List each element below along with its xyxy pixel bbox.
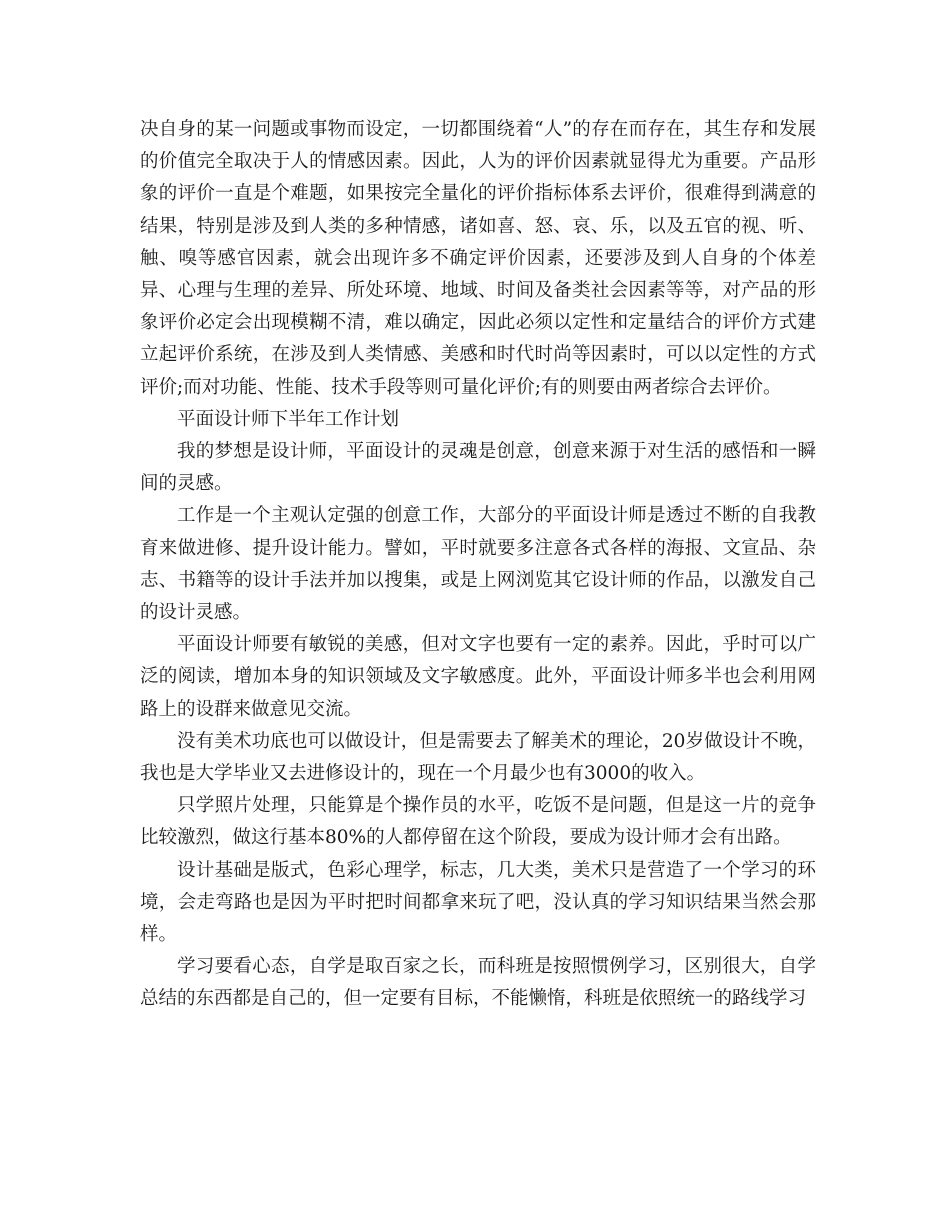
paragraph: 设计基础是版式，色彩心理学，标志，几大类，美术只是营造了一个学习的环境，会走弯路也是因为平时把时间都拿来玩了吧，没认真的学习知识结果当然会那样。 <box>140 859 816 946</box>
paragraph: 工作是一个主观认定强的创意工作，大部分的平面设计师是透过不断的自我教育来做进修、提升设计能力。譬如，平时就要多注意各式各样的海报、文宣品、杂志、书籍等的设计手法并加以搜集，或是上网浏览其它设计师的作品，以激发自己的设计灵感。 <box>140 505 816 624</box>
paragraph-continuation: 决自身的某一问题或事物而设定，一切都围绕着“人”的存在而存在，其生存和发展的价值完全取决于人的情感因素。因此，人为的评价因素就显得尤为重要。产品形象的评价一直是个难题，如果按完全量化的评价指标体系去评价，很难得到满意的结果，特别是涉及到人类的多种情感，诸如喜、怒、哀、乐，以及五官的视、听、触、嗅等感官因素，就会出现许多不确定评价因素，还要涉及到人自身的个体差异、心理与生理的差异、所处环境、地域、时间及备类社会因素等等，对产品的形象评价必定会出现模糊不清，难以确定，因此必须以定性和定量结合的评价方式建立起评价系统，在涉及到人类情感、美感和时代时尚等因素时，可以以定性的方式评价;而对功能、性能、技术手段等则可量化评价;有的则要由两者综合去评价。 <box>140 119 816 398</box>
document-body <box>140 114 816 1016</box>
paragraph: 没有美术功底也可以做设计，但是需要去了解美术的理论，20岁做设计不晚，我也是大学毕业又去进修设计的，现在一个月最少也有3000的收入。 <box>140 730 816 785</box>
paragraph: 我的梦想是设计师，平面设计的灵魂是创意，创意来源于对生活的感悟和一瞬间的灵感。 <box>140 441 816 495</box>
paragraph: 学习要看心态，自学是取百家之长，而科班是按照惯例学习，区别很大，自学总结的东西都是自己的，但一定要有目标，不能懒惰，科班是依照统一的路线学习 <box>140 956 816 1010</box>
paragraph: 平面设计师要有敏锐的美感，但对文字也要有一定的素养。因此，乎时可以广泛的阅读，增加本身的知识领域及文字敏感度。此外，平面设计师多半也会利用网路上的设群来做意见交流。 <box>140 634 816 720</box>
section-heading: 平面设计师下半年工作计划 <box>177 408 400 430</box>
paragraph: 只学照片处理，只能算是个操作员的水平，吃饭不是问题，但是这一片的竞争比较激烈，做这行基本80%的人都停留在这个阶段，要成为设计师才会有出路。 <box>140 795 816 849</box>
